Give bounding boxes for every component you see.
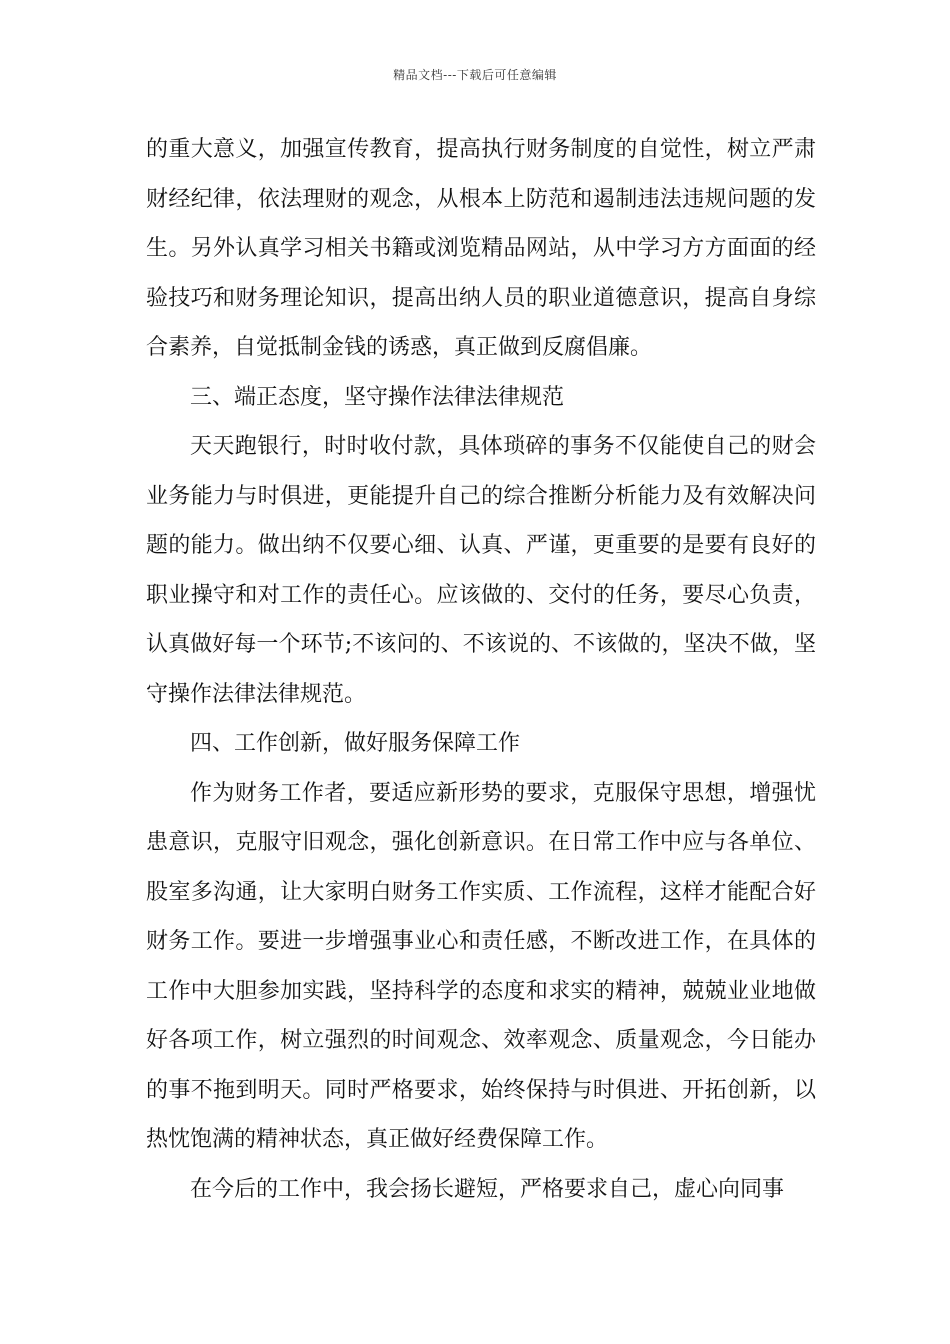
- document-body: [146, 125, 816, 1214]
- paragraph-3: 作为财务工作者，要适应新形势的要求，克服保守思想，增强忧患意识，克服守旧观念，强化创新意识。在日常工作中应与各单位、股室多沟通，让大家明白财务工作实质、工作流程，这样才能配合好财务工作。要进一步增强事业心和责任感，不断改进工作，在具体的工作中大胆参加实践，坚持科学的态度和求实的精神，兢兢业业地做好各项工作，树立强烈的时间观念、效率观念、质量观念，今日能办的事不拖到明天。同时严格要求，始终保持与时俱进、开拓创新，以热忱饱满的精神状态，真正做好经费保障工作。: [146, 780, 816, 1152]
- section-heading-3: 三、端正态度，坚守操作法律法律规范: [190, 384, 565, 410]
- page-header: 精品文档---下载后可任意编辑: [393, 68, 557, 82]
- paragraph-4: 在今后的工作中，我会扬长避短，严格要求自己，虚心向同事: [190, 1176, 785, 1202]
- section-heading-4: 四、工作创新，做好服务保障工作: [190, 731, 521, 756]
- paragraph-2: 天天跑银行，时时收付款，具体琐碎的事务不仅能使自己的财会业务能力与时俱进，更能提升自己的综合推断分析能力及有效解决问题的能力。做出纳不仅要心细、认真、严谨，更重要的是要有良好的职业操守和对工作的责任心。应该做的、交付的任务，要尽心负责，认真做好每一个环节;不该问的、不该说的、不该做的，坚决不做，坚守操作法律法律规范。: [146, 434, 816, 707]
- paragraph-1: 的重大意义，加强宣传教育，提高执行财务制度的自觉性，树立严肃财经纪律，依法理财的观念，从根本上防范和遏制违法违规问题的发生。另外认真学习相关书籍或浏览精品网站，从中学习方方面面的经验技巧和财务理论知识，提高出纳人员的职业道德意识，提高自身综合素养，自觉抵制金钱的诱惑，真正做到反腐倡廉。: [146, 137, 816, 360]
